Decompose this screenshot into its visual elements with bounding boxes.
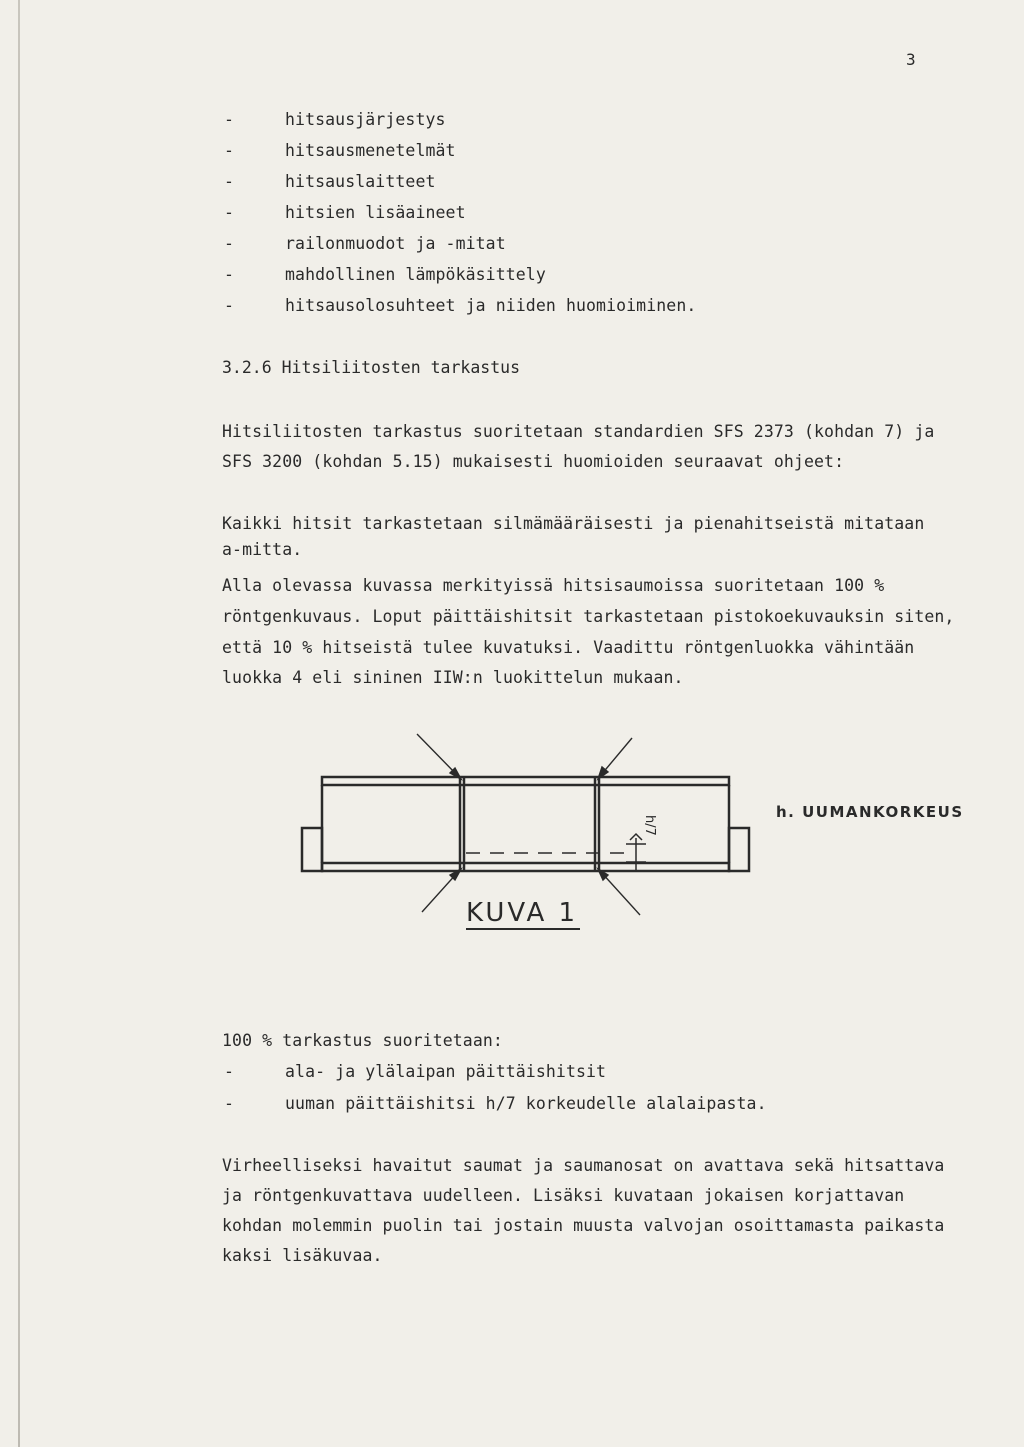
paragraph-line: luokka 4 eli sininen IIW:n luokittelun mukaan. [222, 668, 684, 687]
list-item: uuman päittäishitsi h/7 korkeudelle alalaipasta. [285, 1094, 767, 1113]
list-dash: - [224, 203, 234, 222]
paragraph-line: Hitsiliitosten tarkastus suoritetaan standardien SFS 2373 (kohdan 7) ja [222, 422, 935, 441]
list-dash: - [224, 172, 234, 191]
list-dash: - [224, 110, 234, 129]
h7-dimension-mark [626, 834, 646, 870]
upper-flange [322, 777, 729, 785]
list-item: hitsien lisäaineet [285, 203, 466, 222]
paragraph-line: a-mitta. [222, 540, 303, 559]
section-heading: 3.2.6 Hitsiliitosten tarkastus [222, 358, 521, 377]
lower-flange [322, 863, 729, 871]
paragraph-line: Alla olevassa kuvassa merkityissä hitsisaumoissa suoritetaan 100 % [222, 576, 885, 595]
paragraph-line: kohdan molemmin puolin tai jostain muusta valvojan osoittamasta paikasta [222, 1216, 945, 1235]
paragraph-line: ja röntgenkuvattava uudelleen. Lisäksi kuvataan jokaisen korjattavan [222, 1186, 905, 1205]
right-end-plate [729, 828, 749, 871]
list-dash: - [224, 234, 234, 253]
list-item: hitsausjärjestys [285, 110, 446, 129]
figure-caption: KUVA 1 [466, 898, 579, 928]
list-item: hitsausolosuhteet ja niiden huomioiminen. [285, 296, 697, 315]
list-dash: - [224, 265, 234, 284]
list-item: hitsausmenetelmät [285, 141, 456, 160]
list-dash: - [224, 141, 234, 160]
left-end-plate [302, 828, 322, 871]
paragraph-line: että 10 % hitseistä tulee kuvatuksi. Vaadittu röntgenluokka vähintään [222, 638, 915, 657]
paragraph-line: kaksi lisäkuvaa. [222, 1246, 383, 1265]
paragraph-title: 100 % tarkastus suoritetaan: [222, 1031, 503, 1050]
height-label: h. UUMANKORKEUS [776, 803, 964, 821]
page-number: 3 [906, 50, 916, 69]
list-item: mahdollinen lämpökäsittely [285, 265, 546, 284]
list-dash: - [224, 296, 234, 315]
paragraph-line: röntgenkuvaus. Loput päittäishitsit tarkastetaan pistokoekuvauksin siten, [222, 607, 955, 626]
paragraph-line: Kaikki hitsit tarkastetaan silmämääräisesti ja pienahitseistä mitataan [222, 514, 925, 533]
page-left-edge [18, 0, 20, 1447]
paragraph-line: SFS 3200 (kohdan 5.15) mukaisesti huomioiden seuraavat ohjeet: [222, 452, 845, 471]
h7-label: h/7 [642, 815, 657, 836]
list-item: railonmuodot ja -mitat [285, 234, 506, 253]
list-dash: - [224, 1094, 234, 1113]
arrow-bottom-right [601, 872, 640, 915]
paragraph-line: Virheelliseksi havaitut saumat ja saumanosat on avattava sekä hitsattava [222, 1156, 945, 1175]
arrow-top-left [417, 734, 458, 776]
list-dash: - [224, 1062, 234, 1081]
list-item: hitsauslaitteet [285, 172, 436, 191]
list-item: ala- ja ylälaipan päittäishitsit [285, 1062, 607, 1081]
